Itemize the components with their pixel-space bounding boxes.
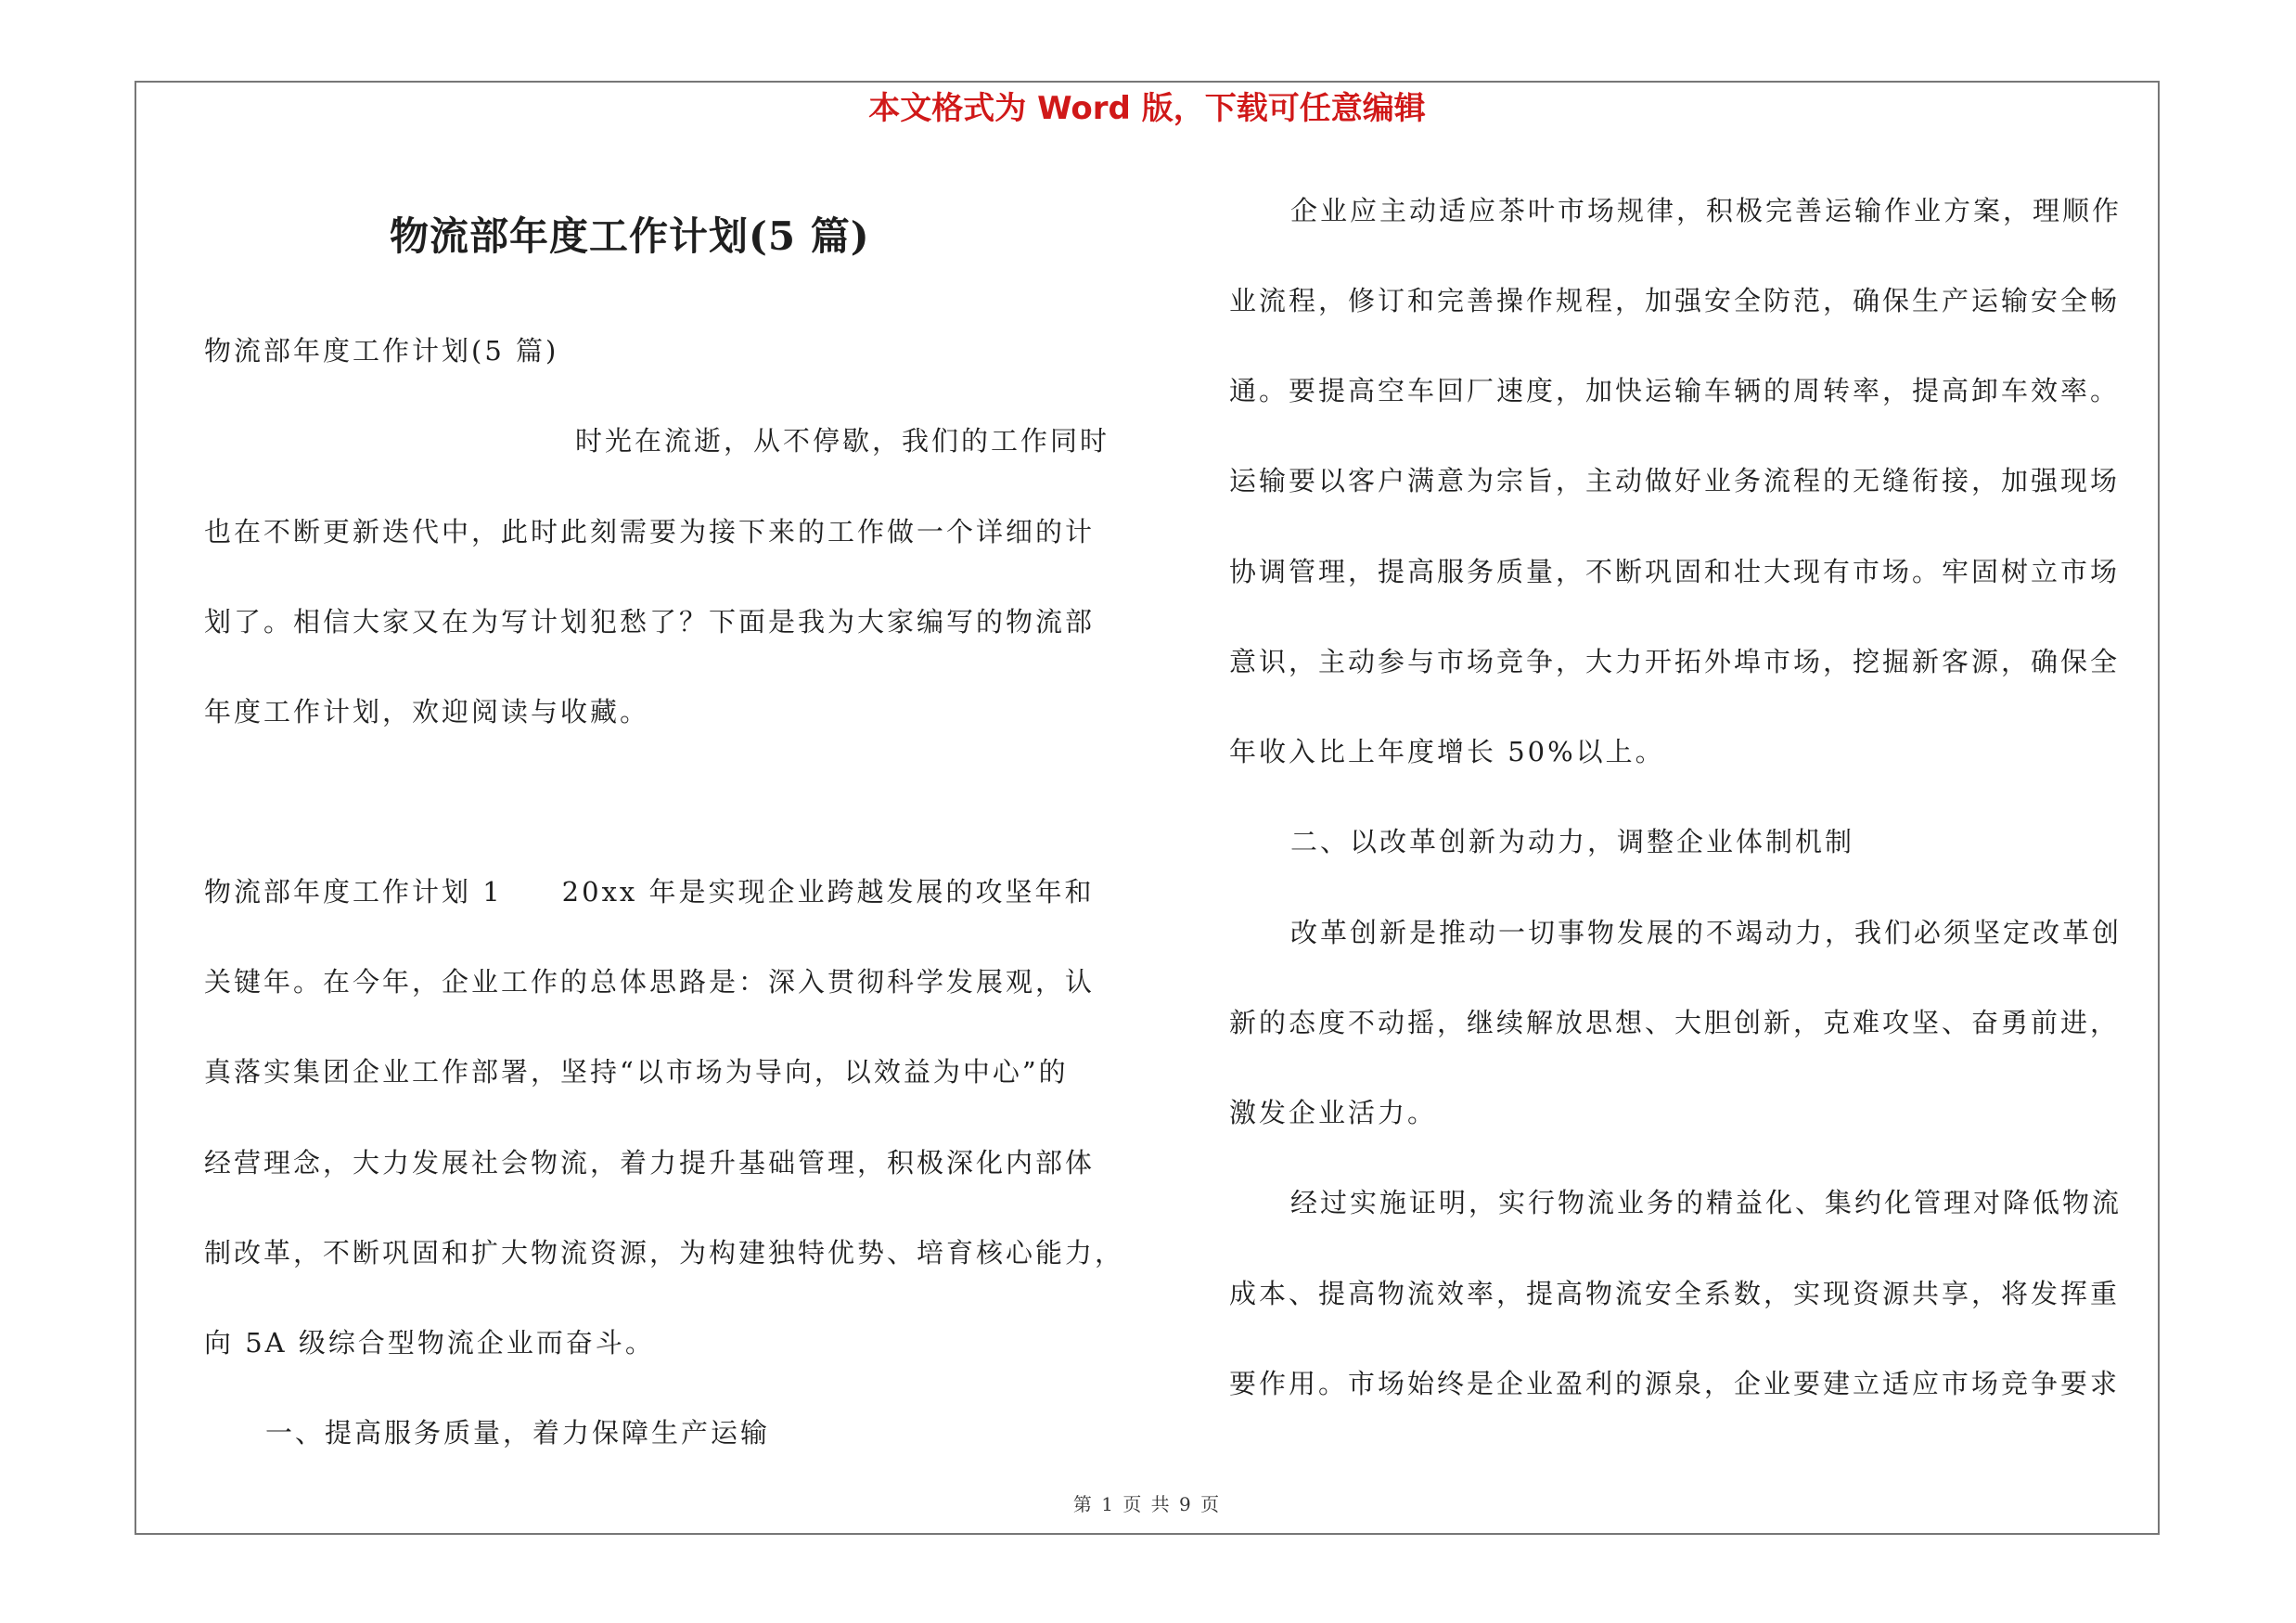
right-line-3: 通。要提高空车回厂速度，加快运输车辆的周转率，提高卸车效率。 (1229, 375, 2121, 406)
right-line-10: 新的态度不动摇，继续解放思想、大胆创新，克难攻坚、奋勇前进， (1229, 1007, 2121, 1038)
left-line-8: 真落实集团企业工作部署，坚持“以市场为导向，以效益为中心”的 (204, 1056, 1069, 1088)
format-notice-banner: 本文格式为 Word 版，下载可任意编辑 (868, 90, 1426, 127)
page-number-footer: 第 1 页 共 9 页 (1072, 1493, 1222, 1515)
right-line-5: 协调管理，提高服务质量，不断巩固和壮大现有市场。牢固树立市场 (1229, 556, 2121, 587)
left-line-9: 经营理念，大力发展社会物流，着力提升基础管理，积极深化内部体 (204, 1147, 1096, 1179)
right-line-14: 要作用。市场始终是企业盈利的源泉，企业要建立适应市场竞争要求 (1229, 1368, 2121, 1399)
right-line-13: 成本、提高物流效率，提高物流安全系数，实现资源共享，将发挥重 (1229, 1278, 2121, 1309)
left-line-11: 向 5A 级综合型物流企业而奋斗。 (204, 1327, 655, 1359)
left-line-5: 年度工作计划，欢迎阅读与收藏。 (204, 696, 650, 728)
right-line-7: 年收入比上年度增长 50%以上。 (1229, 736, 1665, 767)
left-line-2: 时光在流逝，从不停歇，我们的工作同时 (575, 425, 1110, 457)
right-line-12: 经过实施证明，实行物流业务的精益化、集约化管理对降低物流 (1290, 1187, 2123, 1218)
left-line-7: 关键年。在今年，企业工作的总体思路是：深入贯彻科学发展观，认 (204, 966, 1096, 998)
document-title: 物流部年度工作计划(5 篇) (390, 213, 870, 259)
right-line-11: 激发企业活力。 (1229, 1097, 1438, 1128)
left-line-12: 一、提高服务质量，着力保障生产运输 (265, 1417, 771, 1449)
right-line-4: 运输要以客户满意为宗旨，主动做好业务流程的无缝衔接，加强现场 (1229, 465, 2121, 496)
right-line-6: 意识，主动参与市场竞争，大力开拓外埠市场，挖掘新客源，确保全 (1229, 646, 2121, 677)
left-line-6: 物流部年度工作计划 1 20xx 年是实现企业跨越发展的攻坚年和 (204, 876, 1095, 908)
right-line-8: 二、以改革创新为动力，调整企业体制机制 (1290, 826, 1855, 857)
left-line-4: 划了。相信大家又在为写计划犯愁了？下面是我为大家编写的物流部 (204, 606, 1096, 638)
left-line-1: 物流部年度工作计划(5 篇) (204, 335, 559, 367)
right-line-2: 业流程，修订和完善操作规程，加强安全防范，确保生产运输安全畅 (1229, 285, 2121, 316)
right-line-1: 企业应主动适应茶叶市场规律，积极完善运输作业方案，理顺作 (1290, 195, 2123, 226)
left-line-10: 制改革，不断巩固和扩大物流资源，为构建独特优势、培育核心能力， (204, 1237, 1125, 1269)
left-line-3: 也在不断更新迭代中，此时此刻需要为接下来的工作做一个详细的计 (204, 516, 1096, 547)
right-line-9: 改革创新是推动一切事物发展的不竭动力，我们必须坚定改革创 (1290, 917, 2123, 948)
